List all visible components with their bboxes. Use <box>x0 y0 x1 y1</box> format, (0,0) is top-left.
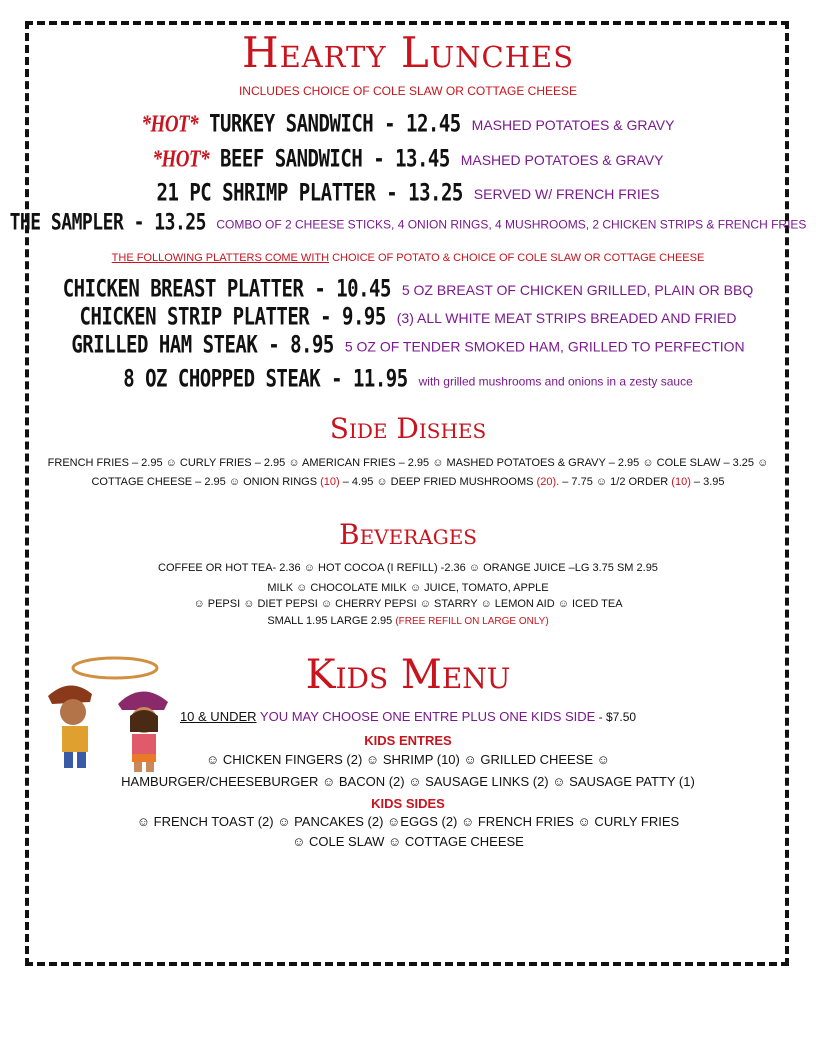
item-name: TURKEY SANDWICH - 12.45 <box>209 110 461 138</box>
platter-note-underlined: THE FOLLOWING PLATTERS COME WITH <box>111 252 330 264</box>
kids-sides-line-2: ☺ COLE SLAW ☺ COTTAGE CHEESE <box>292 834 524 849</box>
hot-label: *HOT* <box>152 146 210 173</box>
kids-sides-label: KIDS SIDES <box>371 796 445 811</box>
beverages-line-1: COFFEE OR HOT TEA- 2.36 ☺ HOT COCOA (I REFILL) -2.36 ☺ ORANGE JUICE –LG 3.75 SM 2.95 <box>158 562 658 574</box>
beverages-line-4 <box>0 615 816 627</box>
item-desc: 5 OZ OF TENDER SMOKED HAM, GRILLED TO PERFECTION <box>344 338 745 355</box>
sides-text: – 4.95 ☺ DEEP FRIED MUSHROOMS <box>339 476 537 488</box>
kids-price: - $7.50 <box>595 710 637 724</box>
kids-rule <box>0 709 816 724</box>
beverages-line-2: MILK ☺ CHOCOLATE MILK ☺ JUICE, TOMATO, APPLE <box>267 582 549 594</box>
menu-item-chopped-steak <box>0 365 816 393</box>
menu-item-shrimp <box>0 179 816 207</box>
platter-note-rest: CHOICE OF POTATO & CHOICE OF COLE SLAW OR COTTAGE CHEESE <box>329 252 705 264</box>
sides-text: – 7.75 ☺ 1/2 ORDER <box>559 476 672 488</box>
item-name: CHICKEN STRIP PLATTER - 9.95 <box>79 303 386 331</box>
item-name: BEEF SANDWICH - 13.45 <box>220 145 450 173</box>
sides-line-1: FRENCH FRIES – 2.95 ☺ CURLY FRIES – 2.95 ☺ AMERICAN FRIES – 2.95 ☺ MASHED POTATOES & GRAVY – 2.95 ☺ COLE SLAW – 3.25 ☺ <box>47 457 769 469</box>
refill-note: (FREE REFILL ON LARGE ONLY) <box>395 616 549 627</box>
lunches-title: Hearty Lunches <box>241 28 575 77</box>
kids-entres-line-1: ☺ CHICKEN FINGERS (2) ☺ SHRIMP (10) ☺ GRILLED CHEESE ☺ <box>206 752 610 767</box>
sides-text: – 3.95 <box>690 476 725 488</box>
menu-item-sampler <box>0 209 816 235</box>
item-name: 21 PC SHRIMP PLATTER - 13.25 <box>156 179 463 207</box>
menu-item-ham-steak <box>0 331 816 359</box>
item-name: 8 OZ CHOPPED STEAK - 11.95 <box>123 365 408 393</box>
kids-rule-text: YOU MAY CHOOSE ONE ENTRE PLUS ONE KIDS SIDE <box>256 709 596 724</box>
kids-entres-label: KIDS ENTRES <box>364 733 452 748</box>
kids-title: Kids Menu <box>305 652 511 698</box>
sides-count: (20). <box>536 476 560 488</box>
sides-text: COTTAGE CHEESE – 2.95 ☺ ONION RINGS <box>91 476 321 488</box>
menu-item-turkey <box>0 110 816 139</box>
beverages-line-3: ☺ PEPSI ☺ DIET PEPSI ☺ CHERRY PEPSI ☺ STARRY ☺ LEMON AID ☺ ICED TEA <box>193 598 623 610</box>
hot-label: *HOT* <box>141 111 199 138</box>
platter-note <box>0 252 816 264</box>
item-desc: 5 OZ BREAST OF CHICKEN GRILLED, PLAIN OR BBQ <box>401 282 754 299</box>
menu-item-beef <box>0 145 816 174</box>
sides-count: (10) <box>671 476 691 488</box>
sides-line-2 <box>0 476 816 488</box>
kids-sides-line-1: ☺ FRENCH TOAST (2) ☺ PANCAKES (2) ☺EGGS (2) ☺ FRENCH FRIES ☺ CURLY FRIES <box>136 814 680 829</box>
lunches-subtitle: INCLUDES CHOICE OF COLE SLAW OR COTTAGE CHEESE <box>238 84 578 98</box>
kids-entres-line-2: HAMBURGER/CHEESEBURGER ☺ BACON (2) ☺ SAUSAGE LINKS (2) ☺ SAUSAGE PATTY (1) <box>121 774 695 789</box>
item-name: CHICKEN BREAST PLATTER - 10.45 <box>62 275 391 303</box>
item-desc: COMBO OF 2 CHEESE STICKS, 4 ONION RINGS, 4 MUSHROOMS, 2 CHICKEN STRIPS & FRENCH FRIES <box>216 217 807 232</box>
menu-item-chicken-breast <box>0 275 816 303</box>
kids-age: 10 & UNDER <box>179 709 257 724</box>
item-desc: MASHED POTATOES & GRAVY <box>471 117 675 134</box>
menu-item-chicken-strip <box>0 303 816 331</box>
sides-count: (10) <box>320 476 340 488</box>
item-name: THE SAMPLER - 13.25 <box>9 209 206 236</box>
item-name: GRILLED HAM STEAK - 8.95 <box>71 331 334 359</box>
beverages-title: Beverages <box>339 518 477 551</box>
item-desc: with grilled mushrooms and onions in a zesty sauce <box>418 374 693 389</box>
sides-title: Side Dishes <box>329 412 487 445</box>
item-desc: SERVED W/ FRENCH FRIES <box>473 186 660 203</box>
item-desc: (3) ALL WHITE MEAT STRIPS BREADED AND FRIED <box>396 310 737 327</box>
item-desc: MASHED POTATOES & GRAVY <box>460 152 664 169</box>
beverage-sizes: SMALL 1.95 LARGE 2.95 <box>267 615 396 627</box>
